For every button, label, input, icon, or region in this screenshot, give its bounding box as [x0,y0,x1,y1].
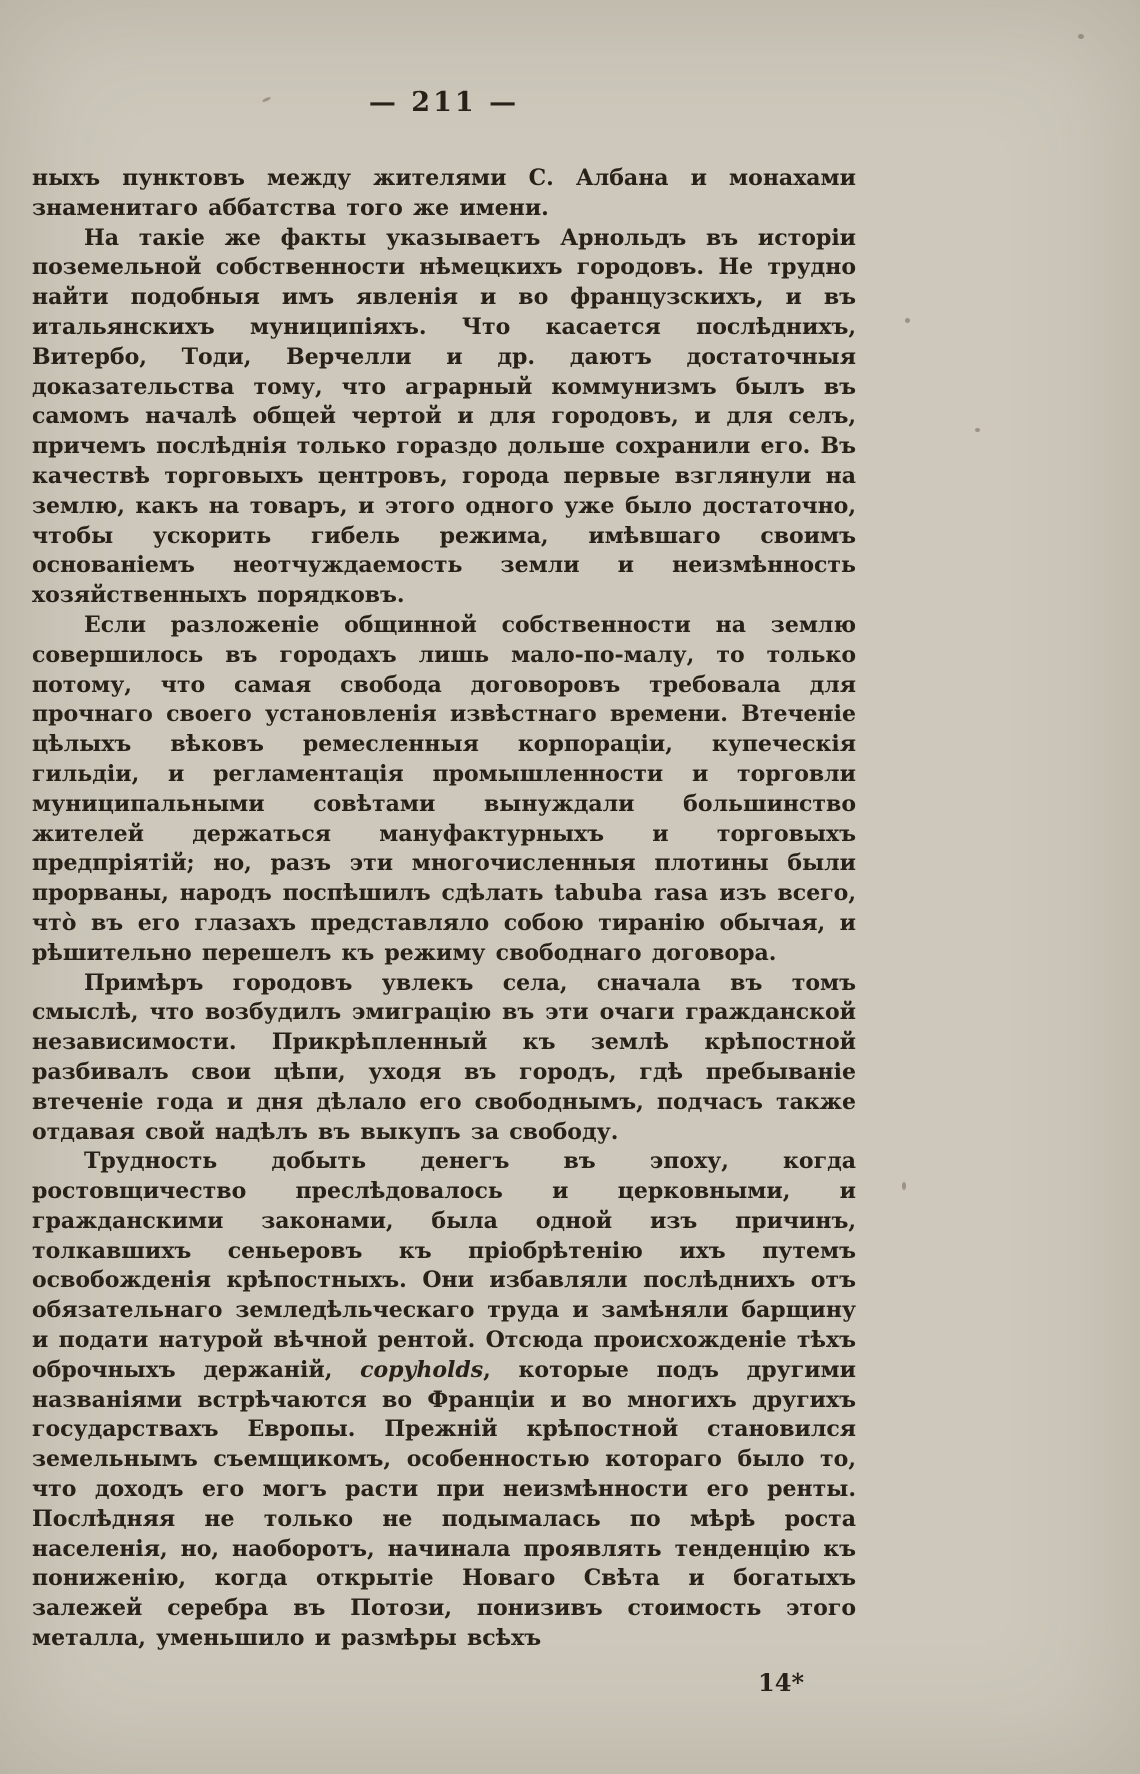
text-segment: , которые подъ другими названіями встрѣчаются во Франціи и во многихъ другихъ государствахъ Европы. Прежній крѣпостной становился земельнымъ съемщикомъ, особенностью котораго было то, что доходъ его могъ расти при неизмѣнности его ренты. Послѣдняя не только не подымалась по мѣрѣ роста населенія, но, наоборотъ, начинала проявлять тенденцію къ пониженію, когда открытіе Новаго Свѣта и богатыхъ залежей серебра въ Потози, понизивъ стоимость этого металла, уменьшило и размѣры всѣхъ [32,1356,856,1652]
paragraph [32,969,856,1148]
paragraph [32,164,856,224]
text-segment: tabuba rasa [554,880,709,907]
scan-speck [905,318,910,323]
text-segment: На такіе же факты указываетъ Арнольдъ въ исторіи поземельной собственности нѣмецкихъ городовъ. Не трудно найти подобныя имъ явленія и во французскихъ, и въ итальянскихъ муниципіяхъ. Что касается послѣднихъ, Витербо, Тоди, Верчелли и др. даютъ достаточныя доказательства тому, что аграрный коммунизмъ былъ въ самомъ началѣ общей чертой и для городовъ, и для селъ, причемъ послѣднія только гораздо дольше сохранили его. Въ качествѣ торговыхъ центровъ, города первые взглянули на землю, какъ на товаръ, и этого одного уже было достаточно, чтобы ускорить гибель режима, имѣвшаго своимъ основаніемъ неотчуждаемость земли и неизмѣнность хозяйственныхъ порядковъ. [32,224,856,609]
paragraph [32,611,856,969]
page-content [32,86,856,1697]
text-segment: Примѣръ городовъ увлекъ села, сначала въ томъ смыслѣ, что возбудилъ эмиграцію въ эти очаги гражданской независимости. Прикрѣпленный къ землѣ крѣпостной разбивалъ свои цѣпи, уходя въ городъ, гдѣ пребываніе втеченіе года и дня дѣлало его свободнымъ, подчасъ также отдавая свой надѣлъ въ выкупъ за свободу. [32,969,856,1145]
scan-speck [1078,34,1084,39]
text-segment: изъ всего, что̀ въ его глазахъ представляло собою тиранію обычая, и рѣшительно перешелъ къ режиму свободнаго договора. [32,880,857,966]
scan-speck [975,428,980,432]
text-segment: ныхъ пунктовъ между жителями С. Албана и монахами знаменитаго аббатства того же имени. [32,165,856,221]
paragraph [32,224,856,611]
page-number: — 211 — [368,87,520,118]
text-segment: Если разложеніе общинной собственности на землю совершилось въ городахъ лишь мало-по-малу, то только потому, что самая свобода договоровъ требовала для прочнаго своего установленія извѣстнаго времени. Втеченіе цѣлыхъ вѣковъ ремесленныя корпораціи, купеческія гильдіи, и регламентація промышленности и торговли муниципальными совѣтами вынуждали большинство жителей держаться мануфактурныхъ и торговыхъ предпріятій; но, разъ эти многочисленныя плотины были прорваны, народъ поспѣшилъ сдѣлать [32,611,856,907]
paragraphs [32,164,856,1654]
scan-speck [902,1182,906,1190]
text-segment: Трудность добыть денегъ въ эпоху, когда ростовщичество преслѣдовалось и церковными, и гражданскими законами, была одной изъ причинъ, толкавшихъ сеньеровъ къ пріобрѣтенію ихъ путемъ освобожденія крѣпостныхъ. Они избавляли послѣднихъ отъ обязательнаго земледѣльческаго труда и замѣняли барщину и подати натурой вѣчной рентой. Отсюда происхожденіе тѣхъ оброчныхъ держаній, [32,1148,856,1383]
signature-mark: 14* [758,1667,804,1697]
paragraph [32,1147,856,1654]
italic-term: copyholds [360,1356,484,1383]
